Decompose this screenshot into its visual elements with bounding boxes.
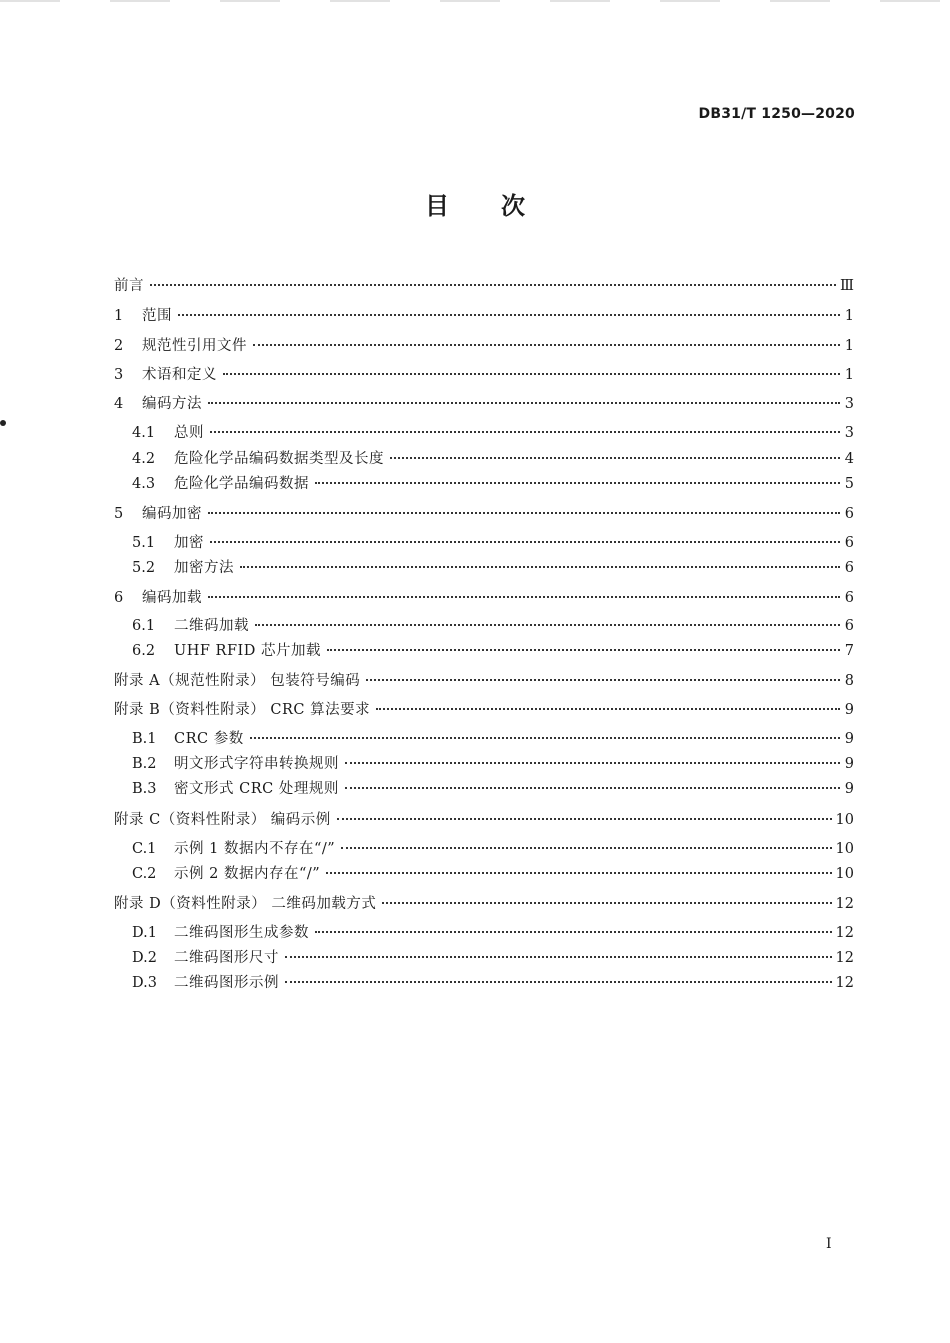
toc-leader-dots (382, 902, 831, 904)
toc-leader-dots (366, 679, 840, 681)
toc-entry-page: 5 (844, 476, 854, 492)
toc-leader-dots (223, 373, 840, 375)
page-title: 目次 (425, 192, 577, 220)
toc-entry-number: 4 (114, 396, 124, 412)
toc-entry-number: 2 (114, 338, 124, 354)
toc-entry-number: D.1 (132, 925, 157, 941)
toc-entry-label: 术语和定义 (142, 367, 217, 383)
toc-entry-number: 6 (114, 590, 124, 606)
toc-entry-number: B.3 (132, 781, 157, 797)
toc-leader-dots (345, 787, 840, 789)
toc-entry-page: 10 (835, 866, 854, 882)
toc-entry[interactable] (132, 639, 854, 661)
toc-leader-dots (285, 956, 832, 958)
toc-leader-dots (253, 344, 840, 346)
toc-entry-label: 编码方法 (142, 396, 202, 412)
toc-entry[interactable] (132, 556, 854, 578)
toc-entry[interactable] (132, 752, 854, 774)
toc-leader-dots (210, 431, 840, 433)
toc-entry-label: 明文形式字符串转换规则 (174, 756, 339, 772)
toc-entry-label: 附录 D（资料性附录） 二维码加载方式 (114, 896, 377, 912)
scan-edge (0, 0, 950, 2)
toc-leader-dots (315, 482, 840, 484)
toc-leader-dots (390, 457, 840, 459)
toc-leader-dots (208, 512, 840, 514)
toc-entry[interactable] (114, 808, 854, 830)
toc-entry[interactable] (114, 698, 854, 720)
toc-entry-page: 9 (844, 781, 854, 797)
toc-leader-dots (326, 872, 831, 874)
toc-leader-dots (285, 981, 832, 983)
toc-entry-page: 12 (835, 975, 854, 991)
toc-entry-page: 6 (844, 506, 854, 522)
toc-entry-number: C.1 (132, 841, 157, 857)
toc-entry-page: 8 (844, 673, 854, 689)
toc-entry[interactable] (114, 669, 854, 691)
toc-entry[interactable] (114, 502, 854, 524)
toc-leader-dots (208, 402, 840, 404)
toc-entry[interactable] (132, 727, 854, 749)
toc-entry[interactable] (114, 586, 854, 608)
toc-leader-dots (315, 931, 832, 933)
toc-entry-number: 6.1 (132, 618, 156, 634)
toc-entry-label: 危险化学品编码数据 (174, 476, 309, 492)
toc-entry-page: 12 (835, 896, 854, 912)
toc-entry[interactable] (114, 274, 854, 296)
toc-entry-page: 6 (844, 535, 854, 551)
toc-entry-page: 6 (844, 560, 854, 576)
toc-entry-number: D.2 (132, 950, 157, 966)
toc-entry-label: 二维码图形生成参数 (174, 925, 309, 941)
toc-entry[interactable] (132, 614, 854, 636)
toc-entry-number: 1 (114, 308, 124, 324)
toc-leader-dots (210, 541, 840, 543)
toc-leader-dots (178, 314, 840, 316)
toc-leader-dots (345, 762, 840, 764)
toc-entry-number: 5 (114, 506, 124, 522)
toc-entry-page: 4 (844, 451, 854, 467)
toc-entry-page: 9 (844, 731, 854, 747)
toc-leader-dots (255, 624, 840, 626)
toc-entry-page: 1 (844, 308, 854, 324)
toc-leader-dots (250, 737, 840, 739)
toc-entry[interactable] (132, 777, 854, 799)
toc-entry-label: 编码加载 (142, 590, 202, 606)
toc-entry-label: CRC 参数 (174, 731, 244, 747)
toc-entry-number: 3 (114, 367, 124, 383)
toc-entry-label: 附录 B（资料性附录） CRC 算法要求 (114, 702, 371, 718)
toc-leader-dots (208, 596, 840, 598)
toc-entry-number: 4.2 (132, 451, 156, 467)
toc-entry-label: 密文形式 CRC 处理规则 (174, 781, 339, 797)
toc-entry-label: 总则 (174, 425, 204, 441)
toc-entry-page: 9 (844, 702, 854, 718)
toc-entry-label: 范围 (142, 308, 172, 324)
toc-leader-dots (327, 649, 840, 651)
toc-entry-label: 附录 A（规范性附录） 包装符号编码 (114, 673, 361, 689)
toc-entry-label: 危险化学品编码数据类型及长度 (174, 451, 384, 467)
toc-entry-page: 1 (844, 338, 854, 354)
toc-entry-page: 10 (835, 841, 854, 857)
toc-entry-page: 10 (835, 812, 854, 828)
toc-entry-number: 4.1 (132, 425, 156, 441)
toc-entry-number: B.1 (132, 731, 157, 747)
toc-entry-label: 加密方法 (174, 560, 234, 576)
toc-entry-label: 加密 (174, 535, 204, 551)
toc-entry[interactable] (132, 837, 854, 859)
toc-entry-label: 附录 C（资料性附录） 编码示例 (114, 812, 331, 828)
toc-entry[interactable] (114, 892, 854, 914)
toc-entry-number: 6.2 (132, 643, 156, 659)
toc-entry[interactable] (114, 304, 854, 326)
toc-entry-number: 4.3 (132, 476, 156, 492)
toc-entry-page: 3 (844, 425, 854, 441)
toc-entry-page: Ⅲ (840, 278, 854, 294)
toc-leader-dots (150, 284, 836, 286)
toc-entry-number: 5.1 (132, 535, 156, 551)
toc-entry-page: 1 (844, 367, 854, 383)
toc-leader-dots (337, 818, 832, 820)
toc-entry[interactable] (114, 392, 854, 414)
toc-entry[interactable] (132, 472, 854, 494)
toc-entry-page: 6 (844, 590, 854, 606)
toc-entry[interactable] (114, 363, 854, 385)
page-number: I (826, 1236, 832, 1252)
toc-entry-label: 二维码图形尺寸 (174, 950, 279, 966)
toc-entry-label: UHF RFID 芯片加载 (174, 643, 321, 659)
toc-entry[interactable] (132, 946, 854, 968)
toc-entry-number: 5.2 (132, 560, 156, 576)
toc-entry[interactable] (132, 421, 854, 443)
toc-entry-page: 7 (844, 643, 854, 659)
toc-entry[interactable] (132, 447, 854, 469)
toc-entry-label: 示例 1 数据内不存在“/” (174, 841, 336, 857)
margin-mark (0, 420, 6, 426)
toc-entry[interactable] (114, 334, 854, 356)
toc-entry[interactable] (132, 921, 854, 943)
toc-entry-number: D.3 (132, 975, 157, 991)
toc-entry-page: 9 (844, 756, 854, 772)
toc-entry-page: 6 (844, 618, 854, 634)
toc-entry[interactable] (132, 971, 854, 993)
toc-entry-page: 12 (835, 950, 854, 966)
toc-entry-label: 二维码图形示例 (174, 975, 279, 991)
toc-leader-dots (240, 566, 840, 568)
toc-entry-page: 3 (844, 396, 854, 412)
toc-entry[interactable] (132, 531, 854, 553)
toc-entry-page: 12 (835, 925, 854, 941)
toc-entry-number: C.2 (132, 866, 157, 882)
toc-entry-number: B.2 (132, 756, 157, 772)
toc-entry-label: 规范性引用文件 (142, 338, 247, 354)
toc-entry-label: 编码加密 (142, 506, 202, 522)
toc-entry-label: 示例 2 数据内存在“/” (174, 866, 321, 882)
toc-entry-label: 二维码加载 (174, 618, 249, 634)
toc-entry[interactable] (132, 862, 854, 884)
document-code: DB31/T 1250—2020 (698, 106, 855, 122)
toc-leader-dots (341, 847, 831, 849)
toc-entry-label: 前言 (114, 278, 144, 294)
toc-leader-dots (376, 708, 840, 710)
